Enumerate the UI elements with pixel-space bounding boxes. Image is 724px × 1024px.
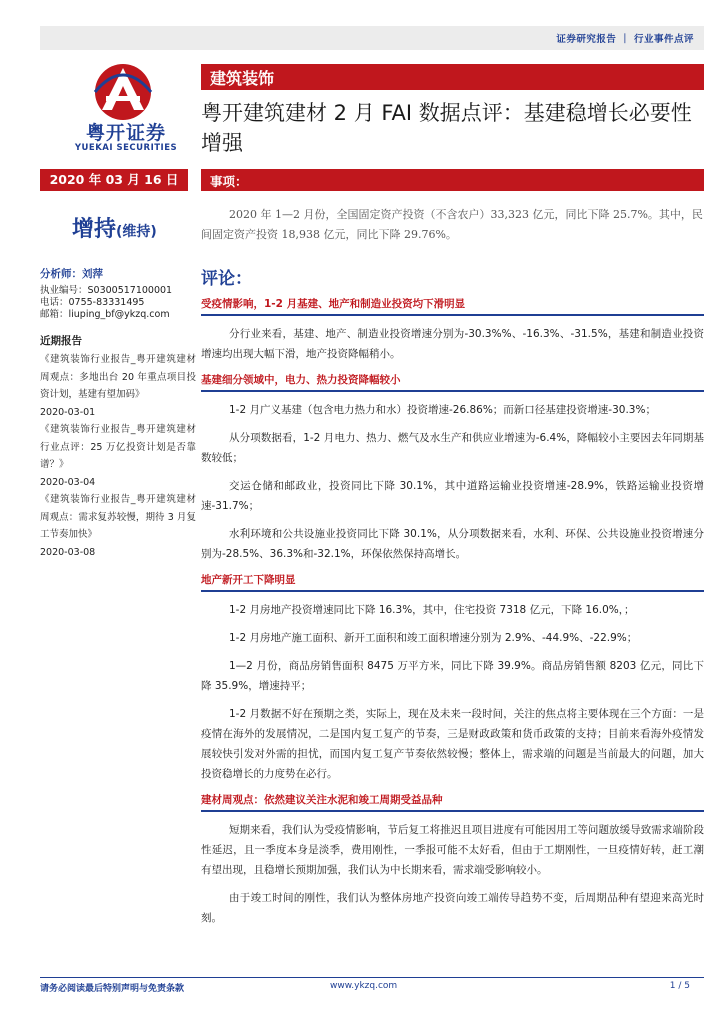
body-paragraph: 短期来看，我们认为受疫情影响，节后复工将推迟且项目进度有可能因用工等问题放缓导致需求端阶段性延迟，且一季度本身是淡季，费用刚性，一季报可能不太好看，但由于工期刚性，一旦疫情好转，赶工潮有望出现，且稳增长预期加强，我们认为中长期来看，需求端受影响较小。 [201, 824, 704, 876]
company-name-en: YUEKAI SECURITIES [74, 143, 178, 153]
body-paragraph: 由于竣工时间的刚性，我们认为整体房地产投资向竣工端传导趋势不变，后周期品种有望迎来高光时刻。 [201, 892, 704, 924]
recent-report-text: 《建筑装饰行业报告_粤开建筑建材周观点：多地出台 20 年重点项目投资计划，基建有望加码》 [40, 354, 196, 400]
section-heading: 受疫情影响，1-2 月基建、地产和制造业投资均下滑明显 [201, 296, 704, 316]
sector-label: 建筑装饰 [210, 69, 275, 88]
recent-report-text: 《建筑装饰行业报告_粤开建筑建材行业点评：25 万亿投资计划是否靠谱？》 [40, 424, 196, 470]
recent-report-item[interactable] [40, 351, 196, 421]
body-paragraph: 1-2 月数据不好在预期之类，实际上，现在及未来一段时间，关注的焦点将主要体现在三个方面：一是疫情在海外的发展情况，二是国内复工复产的节奏，三是财政政策和货币政策的支持；目前来看海外疫情发展较快引发对外需的担忧，而国内复工复产节奏依然较慢；整体上，需求端的问题是当前最大的问题，加大投资稳增长的力度势在必行。 [201, 708, 704, 780]
section-heading: 建材周观点：依然建议关注水泥和竣工周期受益品种 [201, 792, 704, 812]
recent-report-item[interactable] [40, 491, 196, 561]
company-name: 粤开证券 [85, 122, 166, 144]
comment-heading: 评论： [201, 269, 252, 289]
rating-sub: (维持) [116, 224, 157, 240]
rating-main: 增持 [72, 217, 117, 242]
sector-bar [201, 64, 704, 90]
sidebar [40, 266, 196, 561]
body-paragraph: 交运仓储和邮政业，投资同比下降 30.1%，其中道路运输业投资增速-28.9%，铁路运输业投资增速-31.7%； [201, 480, 704, 512]
body-paragraph: 水利环境和公共设施业投资同比下降 30.1%，从分项数据来看，水利、环保、公共设施业投资增速分别为-28.5%、36.3%和-32.1%，环保依然保持高增长。 [201, 528, 704, 560]
body-paragraph: 1—2 月份，商品房销售面积 8475 万平方米，同比下降 39.9%。商品房销售额 8203 亿元，同比下降 35.9%，增速持平； [201, 660, 704, 692]
recent-report-date: 2020-03-01 [40, 406, 96, 418]
report-type-tag: 证券研究报告 ｜ 行业事件点评 [556, 34, 694, 45]
analyst-license: 执业编号：S0300517100001 [40, 285, 173, 296]
report-date: 2020 年 03 月 16 日 [40, 169, 188, 191]
section-heading: 地产新开工下降明显 [201, 572, 704, 592]
rating [72, 212, 157, 243]
body-paragraph: 1-2 月广义基建（包含电力热力和水）投资增速-26.86%；而新口径基建投资增速-30.3%； [229, 404, 656, 416]
recent-report-item[interactable] [40, 421, 196, 491]
body-paragraph: 1-2 月房地产施工面积、新开工面积和竣工面积增速分别为 2.9%、-44.9%、-22.9%； [229, 632, 638, 644]
main-content [201, 296, 704, 936]
event-label: 事项： [210, 174, 248, 189]
section-heading: 基建细分领域中，电力、热力投资降幅较小 [201, 372, 704, 392]
intro-paragraph: 2020 年 1—2 月份，全国固定资产投资（不含农户）33,323 亿元，同比下降 25.7%。其中，民间固定资产投资 18,938 亿元，同比下降 29.76%。 [201, 208, 703, 241]
analyst-email[interactable]: 邮箱：liuping_bf@ykzq.com [40, 309, 170, 320]
footer-url[interactable]: www.ykzq.com [330, 981, 398, 991]
page-number: 1 / 5 [669, 981, 690, 991]
recent-report-date: 2020-03-08 [40, 546, 96, 558]
recent-reports-title: 近期报告 [40, 335, 82, 347]
analyst-name: 分析师：刘萍 [40, 268, 103, 280]
event-bar [201, 169, 704, 191]
body-paragraph: 1-2 月房地产投资增速同比下降 16.3%，其中，住宅投资 7318 亿元，下降 16.0%，； [229, 604, 635, 616]
recent-report-text: 《建筑装饰行业报告_粤开建筑建材周观点：需求复苏较慢，期待 3 月复工节奏加快》 [40, 494, 196, 540]
header-bar [40, 26, 704, 50]
report-title: 粤开建筑建材 2 月 FAI 数据点评：基建稳增长必要性增强 [201, 101, 692, 155]
body-paragraph: 从分项数据看，1-2 月电力、热力、燃气及水生产和供应业增速为-6.4%，降幅较小主要因去年同期基数较低； [201, 432, 704, 464]
footer-divider [40, 977, 704, 978]
footer-disclaimer: 请务必阅读最后特别声明与免责条款 [40, 984, 185, 994]
analyst-phone: 电话：0755-83331495 [40, 297, 145, 308]
recent-report-date: 2020-03-04 [40, 476, 96, 488]
body-paragraph: 分行业来看，基建、地产、制造业投资增速分别为-30.3%%、-16.3%、-31.5%，基建和制造业投资增速均出现大幅下滑，地产投资降幅稍小。 [201, 328, 704, 360]
